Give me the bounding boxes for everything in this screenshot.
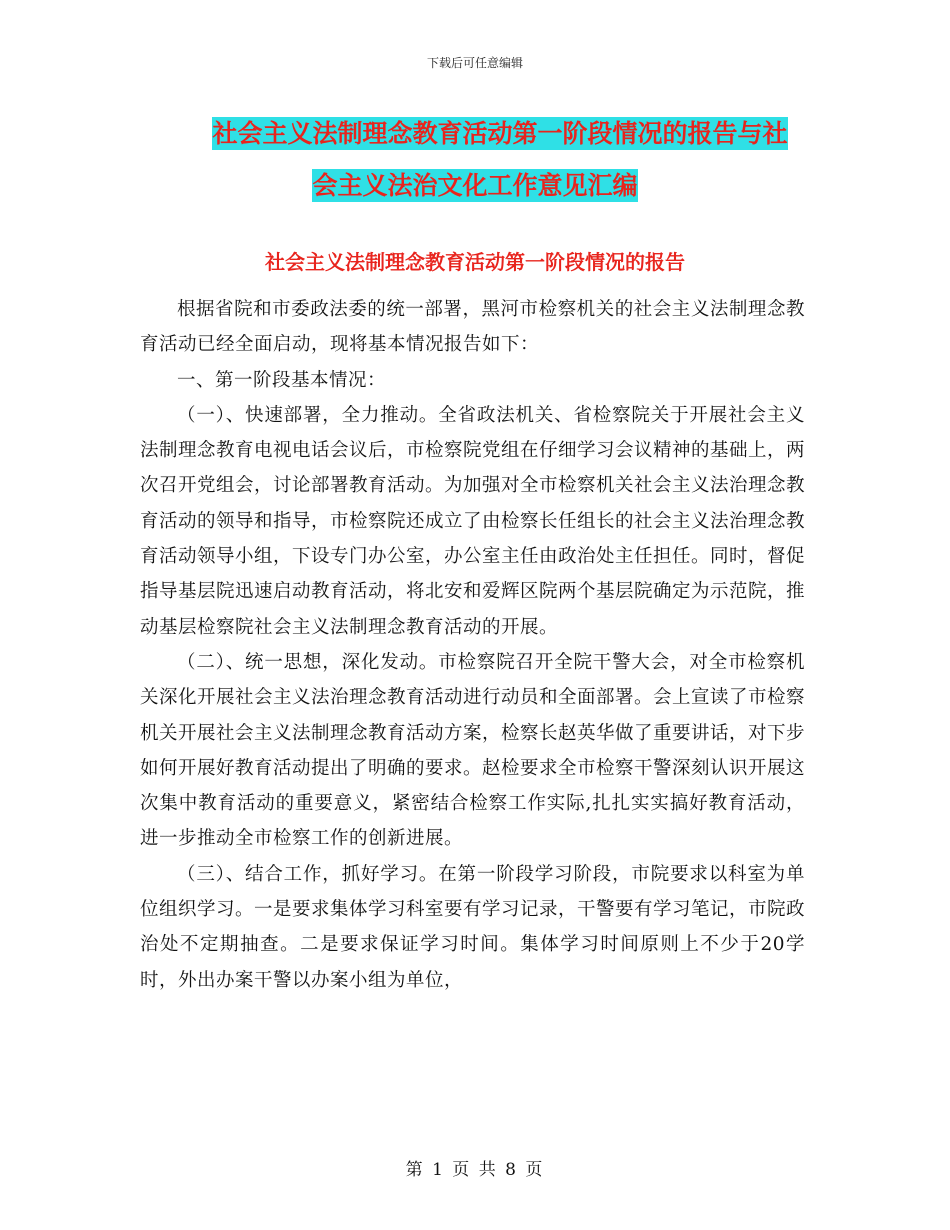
paragraph: （一）、快速部署，全力推动。全省政法机关、省检察院关于开展社会主义法制理念教育电视电话会议后，市检察院党组在仔细学习会议精神的基础上，两次召开党组会，讨论部署教育活动。为加强对全市检察机关社会主义法治理念教育活动的领导和指导，市检察院还成立了由检察长任组长的社会主义法治理念教育活动领导小组，下设专门办公室，办公室主任由政治处主任担任。同时，督促指导基层院迅速启动教育活动，将北安和爱辉区院两个基层院确定为示范院，推动基层检察院社会主义法制理念教育活动的开展。 — [140, 404, 806, 638]
paragraph: （三）、结合工作，抓好学习。在第一阶段学习阶段，市院要求以科室为单位组织学习。一是要求集体学习科室要有学习记录，干警要有学习笔记，市院政治处不定期抽查。二是要求保证学习时间。集体学习时间原则上不少于20学时，外出办案干警以办案小组为单位， — [140, 863, 806, 991]
page-footer: 第 1 页 共 8 页 — [405, 1160, 545, 1180]
section-title: 社会主义法制理念教育活动第一阶段情况的报告 — [265, 250, 685, 274]
paragraph: 根据省院和市委政法委的统一部署，黑河市检察机关的社会主义法制理念教育活动已经全面启动，现将基本情况报告如下： — [140, 299, 805, 356]
title-line-2-text: 会主义法治文化工作意见汇编 — [312, 171, 638, 200]
title-line-2 — [0, 160, 950, 212]
title-line-1-text: 社会主义法制理念教育活动第一阶段情况的报告与社 — [212, 119, 788, 148]
paragraph: （二）、统一思想，深化发动。市检察院召开全院干警大会，对全市检察机关深化开展社会主义法治理念教育活动进行动员和全面部署。会上宣读了市检察机关开展社会主义法制理念教育活动方案，检察长赵英华做了重要讲话，对下步如何开展好教育活动提出了明确的要求。赵检要求全市检察干警深刻认识开展这次集中教育活动的重要意义，紧密结合检察工作实际,扎扎实实搞好教育活动，进一步推动全市检察工作的创新进展。 — [140, 651, 806, 850]
header-note: 下载后可任意编辑 — [426, 56, 523, 70]
body-text — [140, 292, 805, 998]
title-line-1 — [50, 108, 950, 160]
document-title — [0, 108, 950, 212]
paragraph: 一、第一阶段基本情况： — [177, 369, 387, 391]
